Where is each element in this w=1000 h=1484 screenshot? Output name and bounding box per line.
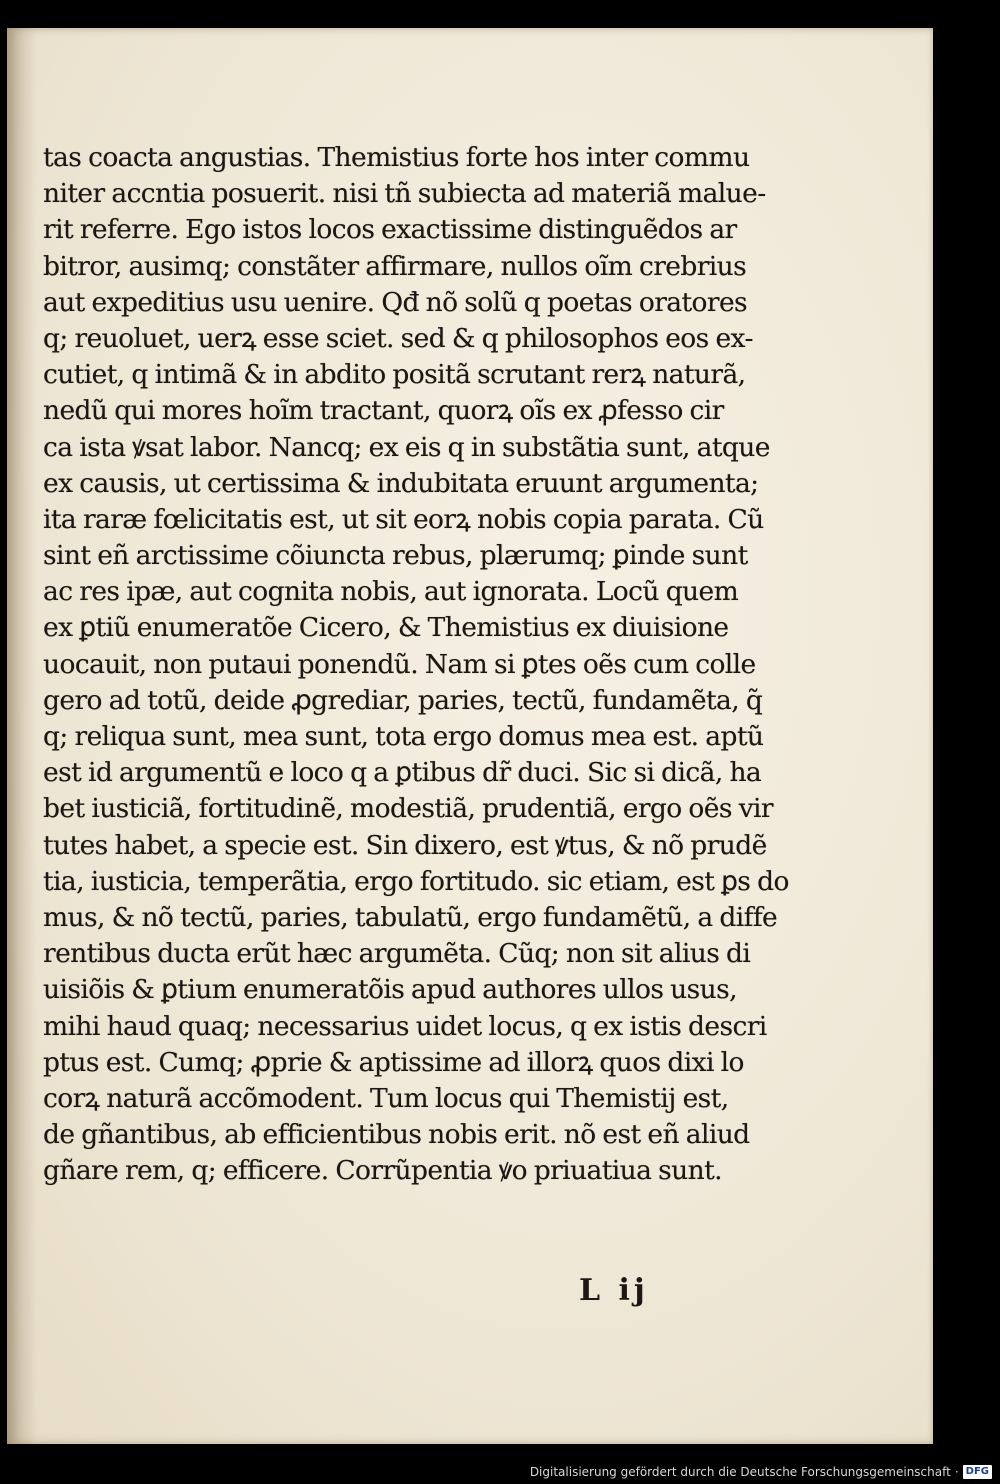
text-line: mihi haud quaq; necessarius uidet locus, q ex istis descri	[43, 1010, 767, 1042]
dfg-logo-icon: DFG	[963, 1465, 992, 1479]
text-line: ca ista ꝟsat labor. Nancq; ex eis q in substãtia sunt, atque	[43, 431, 770, 463]
text-line: gero ad totũ, deide ꝓgrediar, paries, tectũ, fundamẽta, q̃	[43, 684, 763, 716]
text-line: nedũ qui mores hoĩm tractant, quorꝝ oĩs ex ꝓfesso cir	[43, 395, 724, 427]
text-line: uocauit, non putaui ponendũ. Nam si ꝑtes oẽs cum colle	[43, 648, 756, 680]
text-line: mus, & nõ tectũ, paries, tabulatũ, ergo fundamẽtũ, a diffe	[43, 901, 778, 933]
text-line: est id argumentũ e loco q a ꝑtibus dr̃ duci. Sic si dicã, ha	[43, 757, 762, 789]
footer-separator: ·	[954, 1465, 959, 1479]
text-line: tia, iusticia, temperãtia, ergo fortitudo. sic etiam, est ꝑs do	[43, 865, 789, 897]
text-line: tutes habet, a specie est. Sin dixero, est ꝟtus, & nõ prudẽ	[43, 829, 767, 861]
digitization-footer	[530, 1462, 992, 1482]
text-line: q; reliqua sunt, mea sunt, tota ergo domus mea est. aptũ	[43, 721, 764, 752]
text-line: ptus est. Cumq; ꝓprie & aptissime ad illorꝝ quos dixi lo	[43, 1046, 744, 1078]
text-line: ex ꝑtiũ enumeratõe Cicero, & Themistius ex diuisione	[43, 612, 729, 644]
text-line: de gñantibus, ab efficientibus nobis erit. nõ est eñ aliud	[43, 1119, 750, 1151]
text-line: uisiõis & ꝑtium enumeratõis apud authores ullos usus,	[43, 974, 737, 1006]
text-line: q; reuoluet, uerꝝ esse sciet. sed & q philosophos eos ex-	[43, 322, 753, 354]
text-line: tas coacta angustias. Themistius forte hos inter commu	[43, 142, 750, 173]
text-line: aut expeditius usu uenire. Qđ nõ solũ q poetas oratores	[43, 286, 748, 318]
text-line: cutiet, q intimã & in abdito positã scrutant rerꝝ naturã,	[43, 359, 746, 391]
text-line: sint eñ arctissime cõiuncta rebus, plærumq; ꝑinde sunt	[43, 540, 748, 572]
text-line: ex causis, ut certissima & indubitata eruunt argumenta;	[43, 467, 759, 499]
text-line: corꝝ naturã accõmodent. Tum locus qui Themistij est,	[43, 1082, 729, 1114]
book-page	[7, 28, 933, 1444]
gutter-shadow	[7, 28, 37, 1444]
text-line: ita raræ fœlicitatis est, ut sit eorꝝ nobis copia parata. Cũ	[43, 503, 764, 535]
text-line: gñare rem, q; efficere. Corrũpentia ꝟo priuatiua sunt.	[43, 1155, 722, 1187]
text-block	[43, 140, 789, 1189]
text-line: rit referre. Ego istos locos exactissime distinguẽdos ar	[43, 214, 737, 246]
text-line: niter accntia posuerit. nisi tñ subiecta ad materiã malue-	[43, 178, 766, 210]
text-line: ac res ipæ, aut cognita nobis, aut ignorata. Locũ quem	[43, 576, 739, 608]
footer-credit: Digitalisierung gefördert durch die Deutsche Forschungsgemeinschaft	[529, 1465, 951, 1479]
text-line: bitror, ausimq; constãter affirmare, nullos oĩm crebrius	[43, 250, 747, 282]
signature-mark: L ij	[579, 1273, 649, 1308]
text-line: rentibus ducta erũt hæc argumẽta. Cũq; non sit alius di	[43, 938, 751, 970]
text-line: bet iusticiã, fortitudinẽ, modestiã, prudentiã, ergo oẽs vir	[43, 793, 774, 825]
